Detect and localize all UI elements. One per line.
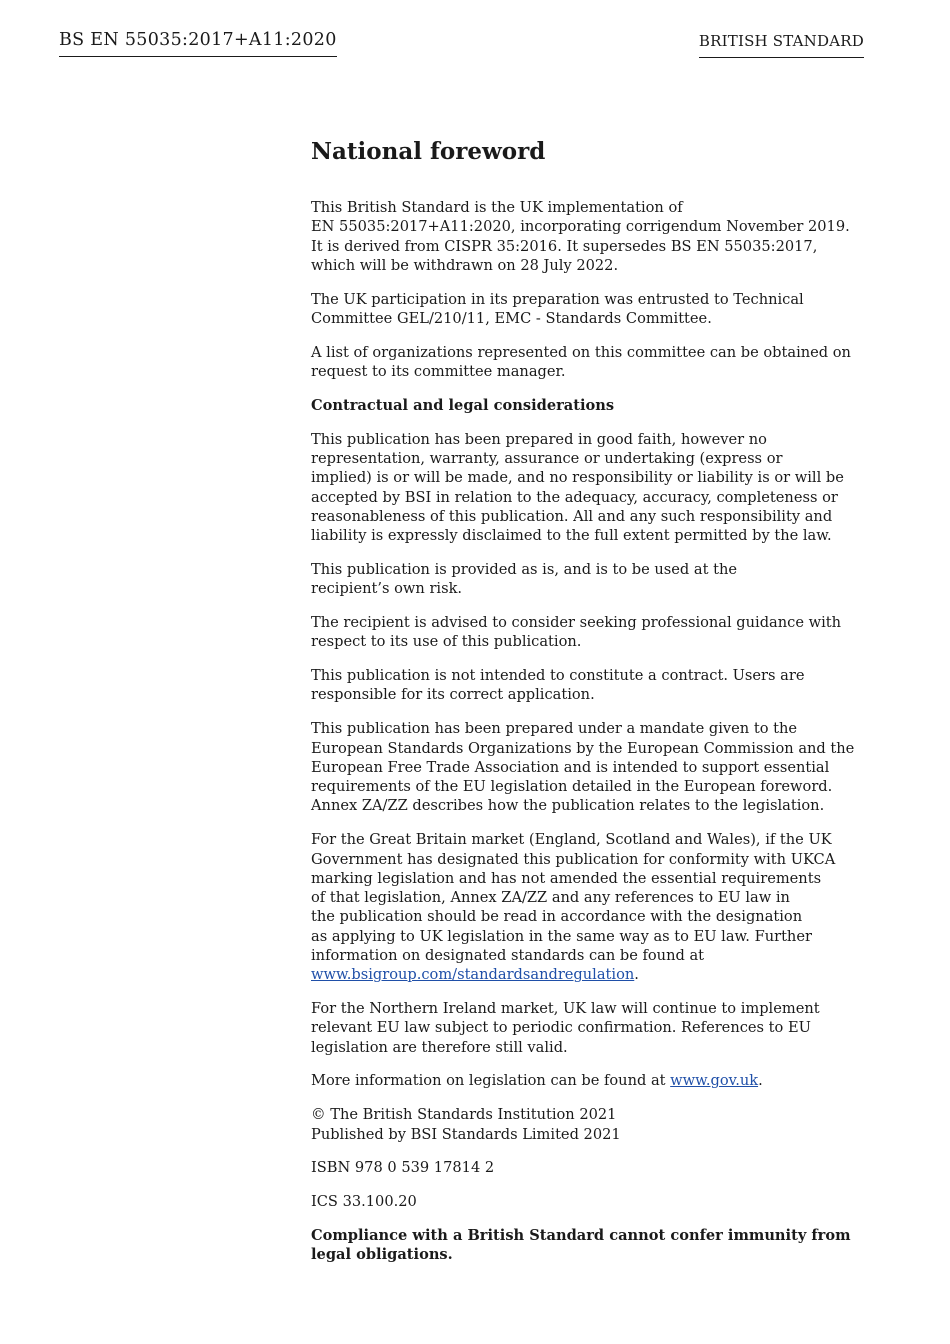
ics-code: ICS 33.100.20: [311, 1193, 417, 1211]
organizations-paragraph: A list of organizations represented on this committee can be obtained on request to its committee manager.: [311, 343, 851, 381]
page-title: National foreword: [311, 138, 546, 165]
mandate-paragraph: This publication has been prepared under a mandate given to the European Standards Organizations by the European Commission and the European Free Trade Association and is intended to support essential requirements of the EU legislation detailed in the European foreword. Annex ZA/ZZ describes how the publication relates to the legislation.: [311, 720, 855, 815]
implementation-paragraph: This British Standard is the UK implementation of EN 55035:2017+A11:2020, incorporating corrigendum November 2019. It is derived from CISPR 35:2016. It supersedes BS EN 55035:2017, which will be withdrawn on 28 July 2022.: [311, 199, 850, 274]
good-faith-paragraph: This publication has been prepared in good faith, however no representation, warranty, assurance or undertaking (express or implied) is or will be made, and no responsibility or liability is or will be accepted by BSI in relation to the adequacy, accuracy, completeness or reasonableness of this publication. All and any such responsibility and liability is expressly disclaimed to the full extent permitted by the law.: [311, 430, 844, 545]
national-foreword-section: [311, 138, 867, 1279]
series-label: BRITISH STANDARD: [699, 32, 864, 58]
isbn: ISBN 978 0 539 17814 2: [311, 1159, 495, 1177]
contractual-heading: Contractual and legal considerations: [311, 396, 615, 414]
document-id: BS EN 55035:2017+A11:2020: [59, 30, 337, 57]
gov-uk-link[interactable]: www.gov.uk: [670, 1072, 759, 1090]
bsigroup-link[interactable]: www.bsigroup.com/standardsandregulation: [311, 966, 635, 984]
compliance-statement: Compliance with a British Standard cannot confer immunity from legal obligations.: [311, 1226, 851, 1264]
copyright-paragraph: © The British Standards Institution 2021 Published by BSI Standards Limited 2021: [311, 1106, 621, 1143]
more-info-paragraph: More information on legislation can be found at www.gov.uk.: [311, 1072, 763, 1090]
great-britain-paragraph: For the Great Britain market (England, Scotland and Wales), if the UK Government has designated this publication for conformity with UKCA marking legislation and has not amended the essential requirements of that legislation, Annex ZA/ZZ and any references to EU law in the publication should be read in accordance with the designation as applying to UK legislation in the same way as to EU law. Further information on designated standards can be found at www.bsigroup.com/standardsandregulation.: [311, 831, 836, 984]
as-is-paragraph: This publication is provided as is, and is to be used at the recipient’s own risk.: [311, 560, 738, 598]
guidance-paragraph: The recipient is advised to consider seeking professional guidance with respect to its use of this publication.: [311, 614, 842, 651]
northern-ireland-paragraph: For the Northern Ireland market, UK law will continue to implement relevant EU law subject to periodic confirmation. References to EU legislation are therefore still valid.: [311, 1000, 820, 1056]
contract-paragraph: This publication is not intended to constitute a contract. Users are responsible for its correct application.: [311, 667, 805, 704]
participation-paragraph: The UK participation in its preparation was entrusted to Technical Committee GEL/210/11, EMC - Standards Committee.: [311, 290, 804, 327]
